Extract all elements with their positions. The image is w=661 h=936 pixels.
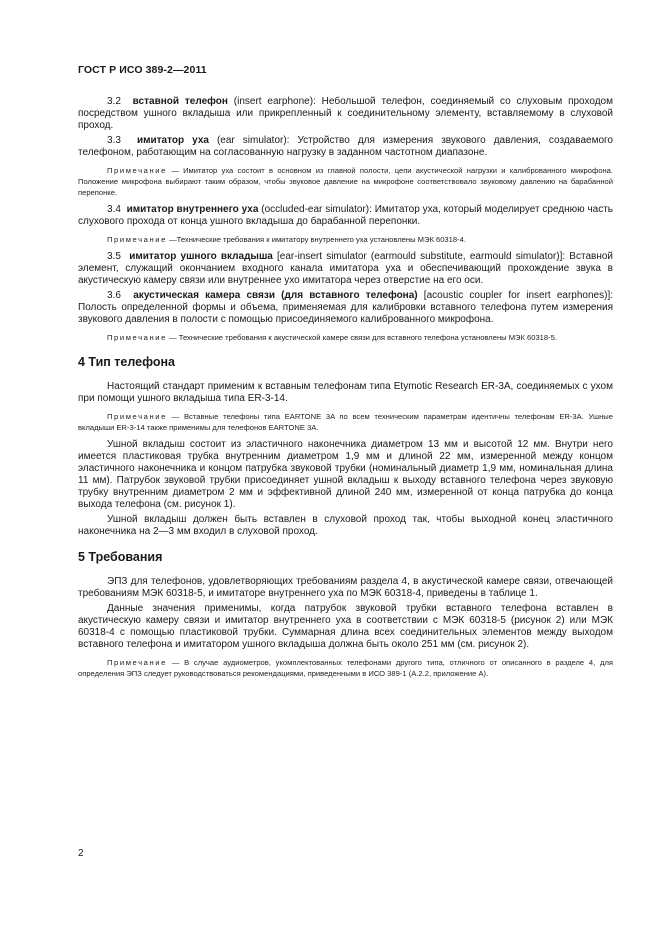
page-number: 2 — [78, 848, 84, 859]
clause-text: (ear simulator): Устройство для измерения звукового давления, создаваемого телефоном, работающим на согласованную нагрузку в заданном частотном диапазоне. — [78, 135, 613, 158]
clause-text: [ear-insert simulator (earmould substitute, earmould simulator)]: Вставной элемент, служащий окончанием входного канала имитатора уха и обеспечивающий прохождение звука в акустическую камеру связи или внутреннее ухо имитатора через отверстие на его оси. — [78, 251, 613, 286]
clause-number: 3.3 — [107, 135, 121, 146]
clause-term: имитатор ушного вкладыша — [129, 251, 273, 262]
note-label: Примечание — [107, 235, 167, 244]
clause-text: [acoustic coupler for insert earphones)]: Полость определенной формы и объема, применяемая для калибровки вставного телефона путем измерения звукового давления в полости с помощью присоединяемого калиброванного микрофона. — [78, 290, 613, 325]
clause-text: (occluded-ear simulator): Имитатор уха, который моделирует среднюю часть слухового прохода от конца ушного вкладыша до барабанной перепонки. — [78, 204, 614, 227]
section-4-heading: 4 Тип телефона — [78, 354, 176, 369]
note-label: Примечание — [107, 658, 167, 667]
note-4 — [78, 411, 613, 433]
clause-3-6 — [78, 290, 613, 326]
note-text: — В случае аудиометров, укомплектованных телефонами другого типа, отличного от описанного в разделе 4, для определения ЭПЗ следует руководствоваться рекомендациями, приведенными в ИСО 389-1 (А.2.2, приложение А). — [78, 658, 613, 678]
clause-number: 3.2 — [107, 96, 121, 107]
clause-3-4 — [78, 204, 613, 228]
section-5-heading: 5 Требования — [78, 549, 163, 564]
note-text: — Технические требования к акустической камере связи для вставного телефона установлены МЭК 60318-5. — [166, 333, 557, 342]
section-4-para-2: Ушной вкладыш состоит из эластичного наконечника диаметром 13 мм и высотой 12 мм. Внутри него имеется пластиковая трубка внутренним диаметром 1,9 мм и длиной 22 мм, измеренной между концом эластичного наконечника и концом патрубка звуковой трубки (номинальный диаметр 1,9 мм, номинальная длина 11 мм). Патрубок звуковой трубки присоединяет ушной вкладыш к выходу вставного телефона через звуковую трубку внутренним диаметром 2 мм и эффективной длиной 240 мм, измеренной от конца патрубка до конца выхода телефона (см. рисунок 1). — [78, 439, 613, 510]
note-label: Примечание — [107, 166, 167, 175]
clause-term: акустическая камера связи (для вставного телефона) — [133, 290, 418, 301]
clause-number: 3.5 — [107, 251, 121, 262]
clause-term: вставной телефон — [132, 96, 228, 107]
section-5-para-1: ЭПЗ для телефонов, удовлетворяющих требованиям раздела 4, в акустической камере связи, отвечающей требованиям МЭК 60318-5, и имитаторе внутреннего уха по МЭК 60318-4, приведены в таблице 1. — [78, 576, 613, 599]
section-4-para-3: Ушной вкладыш должен быть вставлен в слуховой проход так, чтобы выходной конец эластичного наконечника на 2—3 мм входил в слуховой проход. — [78, 514, 613, 537]
clause-text: (insert earphone): Небольшой телефон, соединяемый со слуховым проходом посредством ушного вкладыша или прикрепленный к соединительному элементу, вставляемому в слуховой проход. — [78, 96, 613, 131]
clause-term: имитатор внутреннего уха — [126, 204, 259, 215]
clause-number: 3.4 — [107, 204, 121, 215]
clause-3-5 — [78, 251, 613, 287]
note-3 — [78, 332, 613, 343]
clause-number: 3.6 — [107, 290, 121, 301]
note-label: Примечание — [107, 412, 167, 421]
note-1 — [78, 165, 613, 198]
note-label: Примечание — [107, 333, 167, 342]
section-5-para-2: Данные значения применимы, когда патрубок звуковой трубки вставного телефона вставлен в акустическую камеру связи и имитатор внутреннего уха в соответствии с МЭК 60318-5 (рисунок 2) или МЭК 60318-4 с помощью пластиковой трубки. Суммарная длина всех соединительных элементов между выходом вставного телефона и имитатором ушного вкладыша должна быть около 251 мм (см. рисунок 2). — [78, 603, 613, 650]
document-body — [78, 96, 613, 679]
clause-3-3 — [78, 135, 613, 159]
note-5 — [78, 657, 613, 679]
document-header: ГОСТ Р ИСО 389-2—2011 — [78, 64, 207, 76]
note-text: — Вставные телефоны типа EARTONE 3A по всем техническим параметрам идентичны телефонам ER-3A. Ушные вкладыши ER-3-14 также применимы для телефонов EARTONE 3A. — [78, 412, 613, 432]
note-text: —Технические требования к имитатору внутреннего уха установлены МЭК 60318-4. — [166, 235, 466, 244]
section-4-para-1: Настоящий стандарт применим к вставным телефонам типа Etymotic Research ER-3A, соединяемых с ухом при помощи ушного вкладыша типа ER-3-14. — [78, 381, 613, 404]
note-2 — [78, 234, 613, 245]
note-text: — Имитатор уха состоит в основном из главной полости, цепи акустической нагрузки и калиброванного микрофона. Положение микрофона выбирают таким образом, чтобы звуковое давление на микрофоне соответствовало звуковому давлению на барабанной перепонке. — [78, 166, 613, 197]
clause-term: имитатор уха — [136, 135, 209, 146]
clause-3-2 — [78, 96, 613, 132]
